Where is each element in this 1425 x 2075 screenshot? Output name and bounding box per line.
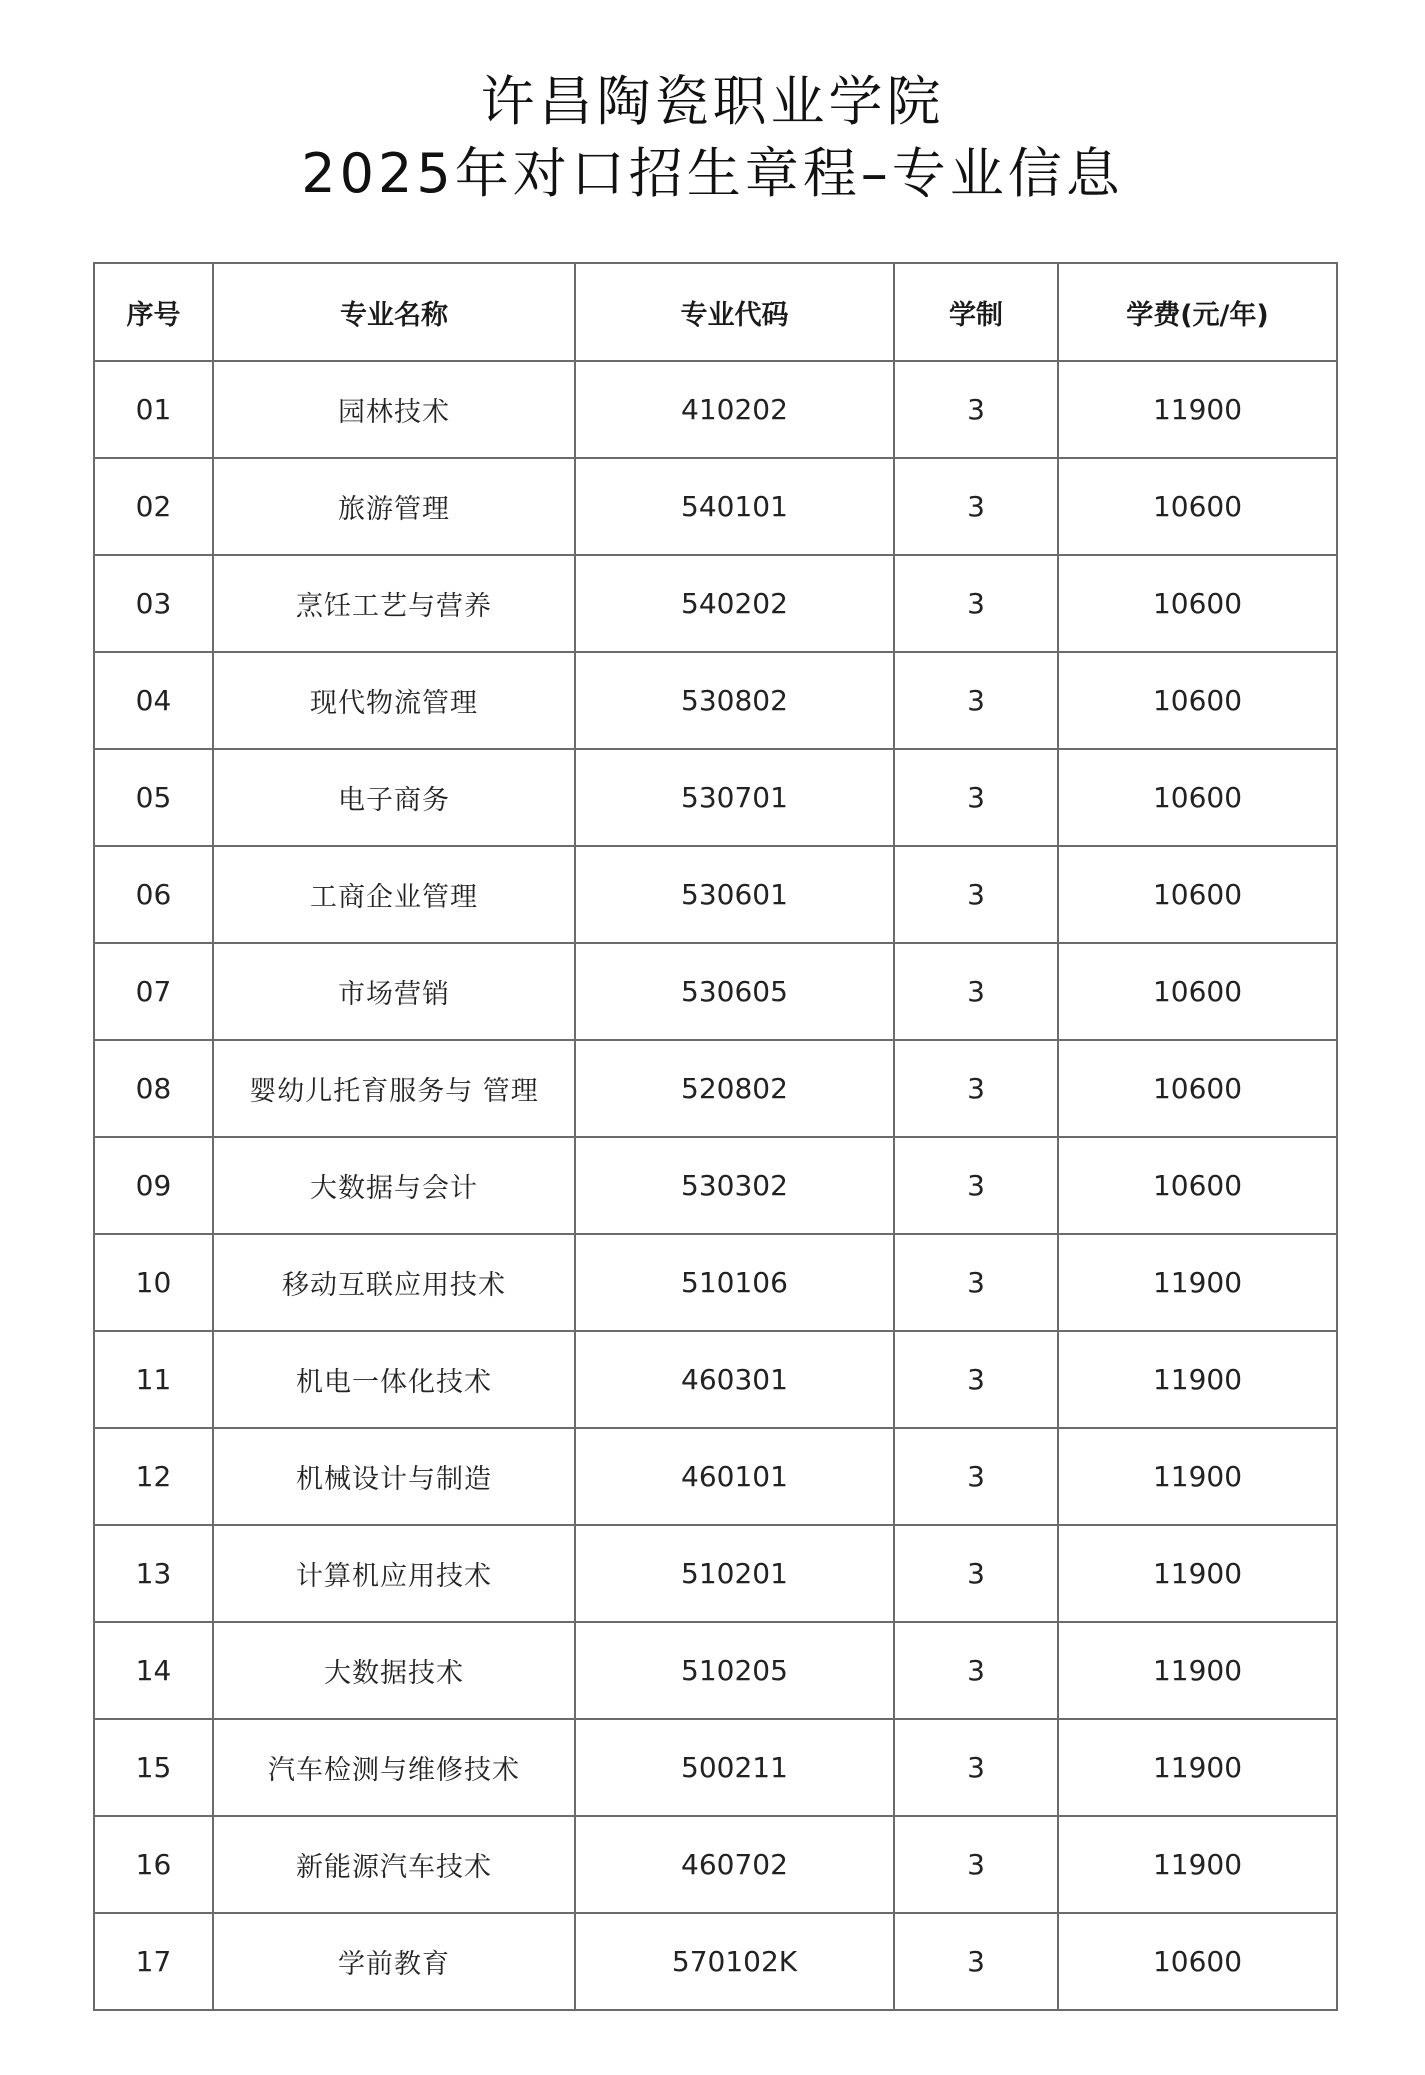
cell-fee: 11900 (1058, 1816, 1337, 1913)
table-row (94, 1913, 1337, 2010)
table-body (94, 361, 1337, 2010)
cell-name: 工商企业管理 (213, 846, 575, 943)
table-row (94, 1719, 1337, 1816)
cell-fee: 11900 (1058, 361, 1337, 458)
cell-years: 3 (894, 1719, 1058, 1816)
title-school-name: 许昌陶瓷职业学院 (480, 70, 945, 133)
table-row (94, 846, 1337, 943)
cell-no: 17 (94, 1913, 213, 2010)
cell-code: 530601 (575, 846, 894, 943)
title-subtitle: 2025年对口招生章程–专业信息 (301, 142, 1124, 205)
cell-fee: 10600 (1058, 458, 1337, 555)
cell-years: 3 (894, 652, 1058, 749)
table-row (94, 1525, 1337, 1622)
table-row (94, 555, 1337, 652)
cell-code: 520802 (575, 1040, 894, 1137)
cell-fee: 10600 (1058, 846, 1337, 943)
cell-years: 3 (894, 1234, 1058, 1331)
cell-no: 05 (94, 749, 213, 846)
cell-no: 11 (94, 1331, 213, 1428)
cell-fee: 11900 (1058, 1331, 1337, 1428)
cell-years: 3 (894, 1331, 1058, 1428)
cell-fee: 11900 (1058, 1622, 1337, 1719)
cell-years: 3 (894, 943, 1058, 1040)
cell-name: 市场营销 (213, 943, 575, 1040)
cell-years: 3 (894, 1913, 1058, 2010)
cell-name: 婴幼儿托育服务与 管理 (213, 1040, 575, 1137)
cell-code: 540202 (575, 555, 894, 652)
cell-name: 旅游管理 (213, 458, 575, 555)
cell-no: 07 (94, 943, 213, 1040)
cell-years: 3 (894, 1622, 1058, 1719)
cell-name: 汽车检测与维修技术 (213, 1719, 575, 1816)
header-no: 序号 (94, 263, 213, 361)
cell-years: 3 (894, 361, 1058, 458)
cell-no: 12 (94, 1428, 213, 1525)
cell-fee: 11900 (1058, 1234, 1337, 1331)
cell-no: 08 (94, 1040, 213, 1137)
table-row (94, 1234, 1337, 1331)
cell-code: 410202 (575, 361, 894, 458)
header-years: 学制 (894, 263, 1058, 361)
cell-name: 烹饪工艺与营养 (213, 555, 575, 652)
header-fee: 学费(元/年) (1058, 263, 1337, 361)
table-row (94, 1428, 1337, 1525)
cell-code: 460101 (575, 1428, 894, 1525)
cell-years: 3 (894, 1428, 1058, 1525)
cell-code: 510205 (575, 1622, 894, 1719)
cell-name: 园林技术 (213, 361, 575, 458)
cell-no: 09 (94, 1137, 213, 1234)
table-row (94, 1816, 1337, 1913)
table-row (94, 1622, 1337, 1719)
cell-name: 学前教育 (213, 1913, 575, 2010)
table-header (94, 263, 1337, 361)
cell-fee: 11900 (1058, 1525, 1337, 1622)
cell-code: 540101 (575, 458, 894, 555)
cell-no: 06 (94, 846, 213, 943)
cell-code: 570102K (575, 1913, 894, 2010)
cell-name: 大数据技术 (213, 1622, 575, 1719)
cell-code: 530701 (575, 749, 894, 846)
cell-years: 3 (894, 1816, 1058, 1913)
cell-fee: 10600 (1058, 1913, 1337, 2010)
cell-code: 500211 (575, 1719, 894, 1816)
cell-code: 510106 (575, 1234, 894, 1331)
table-row (94, 1137, 1337, 1234)
cell-fee: 10600 (1058, 652, 1337, 749)
cell-years: 3 (894, 1137, 1058, 1234)
cell-code: 460301 (575, 1331, 894, 1428)
header-name: 专业名称 (213, 263, 575, 361)
cell-no: 03 (94, 555, 213, 652)
table-row (94, 943, 1337, 1040)
table-row (94, 458, 1337, 555)
header-row (94, 263, 1337, 361)
cell-name: 机械设计与制造 (213, 1428, 575, 1525)
cell-fee: 10600 (1058, 1040, 1337, 1137)
cell-name: 电子商务 (213, 749, 575, 846)
cell-years: 3 (894, 846, 1058, 943)
cell-code: 530302 (575, 1137, 894, 1234)
cell-name: 移动互联应用技术 (213, 1234, 575, 1331)
cell-fee: 11900 (1058, 1428, 1337, 1525)
cell-fee: 10600 (1058, 1137, 1337, 1234)
cell-no: 04 (94, 652, 213, 749)
cell-no: 16 (94, 1816, 213, 1913)
page-title (0, 66, 1425, 210)
cell-years: 3 (894, 749, 1058, 846)
cell-no: 02 (94, 458, 213, 555)
cell-no: 01 (94, 361, 213, 458)
cell-years: 3 (894, 555, 1058, 652)
majors-table (93, 262, 1338, 2011)
cell-no: 13 (94, 1525, 213, 1622)
cell-no: 15 (94, 1719, 213, 1816)
cell-code: 460702 (575, 1816, 894, 1913)
table-row (94, 1331, 1337, 1428)
cell-code: 530605 (575, 943, 894, 1040)
cell-fee: 10600 (1058, 555, 1337, 652)
cell-no: 10 (94, 1234, 213, 1331)
cell-fee: 11900 (1058, 1719, 1337, 1816)
cell-no: 14 (94, 1622, 213, 1719)
cell-name: 计算机应用技术 (213, 1525, 575, 1622)
cell-fee: 10600 (1058, 749, 1337, 846)
table-row (94, 1040, 1337, 1137)
cell-code: 530802 (575, 652, 894, 749)
cell-years: 3 (894, 1040, 1058, 1137)
cell-years: 3 (894, 458, 1058, 555)
cell-name: 大数据与会计 (213, 1137, 575, 1234)
cell-years: 3 (894, 1525, 1058, 1622)
table-row (94, 361, 1337, 458)
table-row (94, 749, 1337, 846)
cell-name: 现代物流管理 (213, 652, 575, 749)
header-code: 专业代码 (575, 263, 894, 361)
table-row (94, 652, 1337, 749)
cell-code: 510201 (575, 1525, 894, 1622)
cell-fee: 10600 (1058, 943, 1337, 1040)
cell-name: 机电一体化技术 (213, 1331, 575, 1428)
cell-name: 新能源汽车技术 (213, 1816, 575, 1913)
